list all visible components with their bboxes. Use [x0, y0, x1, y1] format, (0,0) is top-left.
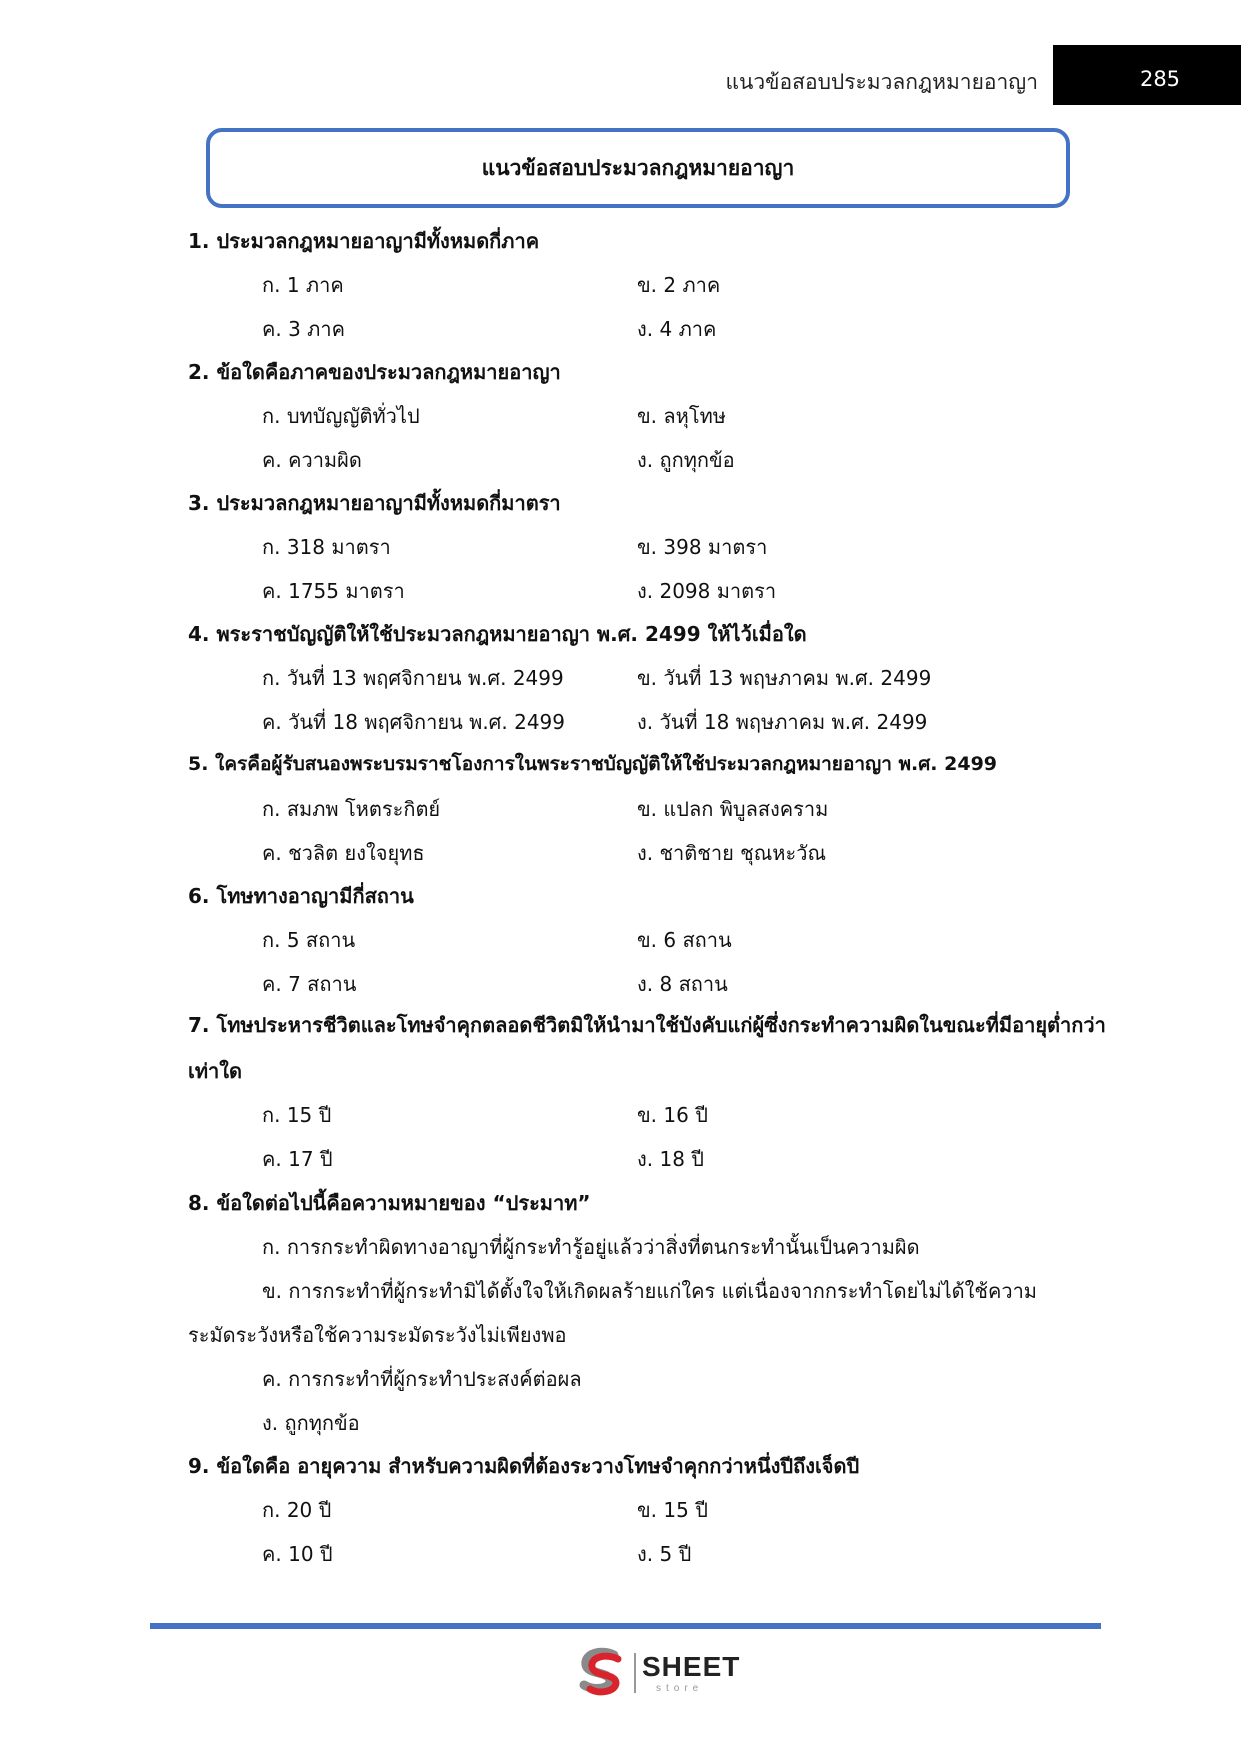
option-8b-continued: ระมัดระวังหรือใช้ความระมัดระวังไม่เพียงพอ [188, 1323, 567, 1347]
option-4c: ค. วันที่ 18 พฤศจิกายน พ.ศ. 2499 [262, 710, 565, 734]
option-5d: ง. ชาติชาย ชุณหะวัณ [637, 841, 826, 865]
option-3c: ค. 1755 มาตรา [262, 579, 405, 603]
logo-brand-subtext: store [656, 1683, 704, 1694]
option-8b: ข. การกระทำที่ผู้กระทำมิได้ตั้งใจให้เกิดผลร้ายแก่ใคร แต่เนื่องจากกระทำโดยไม่ได้ใช้ความ [262, 1279, 1037, 1303]
option-9d: ง. 5 ปี [637, 1542, 692, 1566]
header-title: แนวข้อสอบประมวลกฎหมายอาญา [725, 70, 1038, 94]
option-8a: ก. การกระทำผิดทางอาญาที่ผู้กระทำรู้อยู่แล้วว่าสิ่งที่ตนกระทำนั้นเป็นความผิด [262, 1235, 920, 1259]
question-9: 9. ข้อใดคือ อายุความ สำหรับความผิดที่ต้องระวางโทษจำคุกกว่าหนึ่งปีถึงเจ็ดปี [188, 1454, 860, 1478]
question-3: 3. ประมวลกฎหมายอาญามีทั้งหมดกี่มาตรา [188, 491, 561, 515]
option-5b: ข. แปลก พิบูลสงคราม [637, 797, 829, 821]
page-number: 285 [1139, 67, 1181, 91]
option-5a: ก. สมภพ โหตระกิตย์ [262, 797, 441, 821]
option-9b: ข. 15 ปี [637, 1498, 708, 1522]
footer-line [150, 1623, 1101, 1629]
option-7c: ค. 17 ปี [262, 1147, 333, 1171]
question-6: 6. โทษทางอาญามีกี่สถาน [188, 884, 414, 908]
option-7b: ข. 16 ปี [637, 1103, 708, 1127]
option-1a: ก. 1 ภาค [262, 273, 344, 297]
question-1: 1. ประมวลกฎหมายอาญามีทั้งหมดกี่ภาค [188, 229, 540, 253]
page-number-box [1053, 45, 1241, 105]
option-1c: ค. 3 ภาค [262, 317, 345, 341]
question-5: 5. ใครคือผู้รับสนองพระบรมราชโองการในพระราชบัญญัติให้ใช้ประมวลกฎหมายอาญา พ.ศ. 2499 [188, 753, 998, 775]
option-2a: ก. บทบัญญัติทั่วไป [262, 404, 420, 428]
question-8: 8. ข้อใดต่อไปนี้คือความหมายของ “ประมาท” [188, 1191, 591, 1215]
title-text: แนวข้อสอบประมวลกฎหมายอาญา [481, 155, 795, 180]
option-6d: ง. 8 สถาน [637, 972, 728, 996]
option-2c: ค. ความผิด [262, 448, 362, 472]
question-4: 4. พระราชบัญญัติให้ใช้ประมวลกฎหมายอาญา พ.ศ. 2499 ให้ไว้เมื่อใด [188, 622, 807, 646]
option-6b: ข. 6 สถาน [637, 928, 732, 952]
logo-brand-text: SHEET [642, 1651, 741, 1682]
sheet-store-s-icon [576, 1647, 630, 1699]
option-4b: ข. วันที่ 13 พฤษภาคม พ.ศ. 2499 [637, 666, 932, 690]
option-4d: ง. วันที่ 18 พฤษภาคม พ.ศ. 2499 [637, 710, 928, 734]
option-8d: ง. ถูกทุกข้อ [262, 1411, 360, 1435]
option-7d: ง. 18 ปี [637, 1147, 704, 1171]
option-4a: ก. วันที่ 13 พฤศจิกายน พ.ศ. 2499 [262, 666, 564, 690]
option-6c: ค. 7 สถาน [262, 972, 357, 996]
title-box [206, 128, 1070, 208]
option-5c: ค. ชวลิต ยงใจยุทธ [262, 841, 425, 865]
logo-separator [634, 1653, 636, 1693]
option-9a: ก. 20 ปี [262, 1498, 332, 1522]
option-9c: ค. 10 ปี [262, 1542, 333, 1566]
question-7: 7. โทษประหารชีวิตและโทษจำคุกตลอดชีวิตมิให้นำมาใช้บังคับแก่ผู้ซึ่งกระทำความผิดในขณะที่มีอายุต่ำกว่าเท่าใด [188, 1013, 1106, 1083]
option-3d: ง. 2098 มาตรา [637, 579, 777, 603]
option-1b: ข. 2 ภาค [637, 273, 721, 297]
option-7a: ก. 15 ปี [262, 1103, 332, 1127]
option-8c: ค. การกระทำที่ผู้กระทำประสงค์ต่อผล [262, 1367, 582, 1391]
option-2d: ง. ถูกทุกข้อ [637, 448, 735, 472]
question-2: 2. ข้อใดคือภาคของประมวลกฎหมายอาญา [188, 360, 561, 384]
option-2b: ข. ลหุโทษ [637, 404, 726, 428]
option-3b: ข. 398 มาตรา [637, 535, 768, 559]
option-1d: ง. 4 ภาค [637, 317, 717, 341]
option-6a: ก. 5 สถาน [262, 928, 356, 952]
sheet-store-logo [576, 1647, 741, 1699]
option-3a: ก. 318 มาตรา [262, 535, 391, 559]
